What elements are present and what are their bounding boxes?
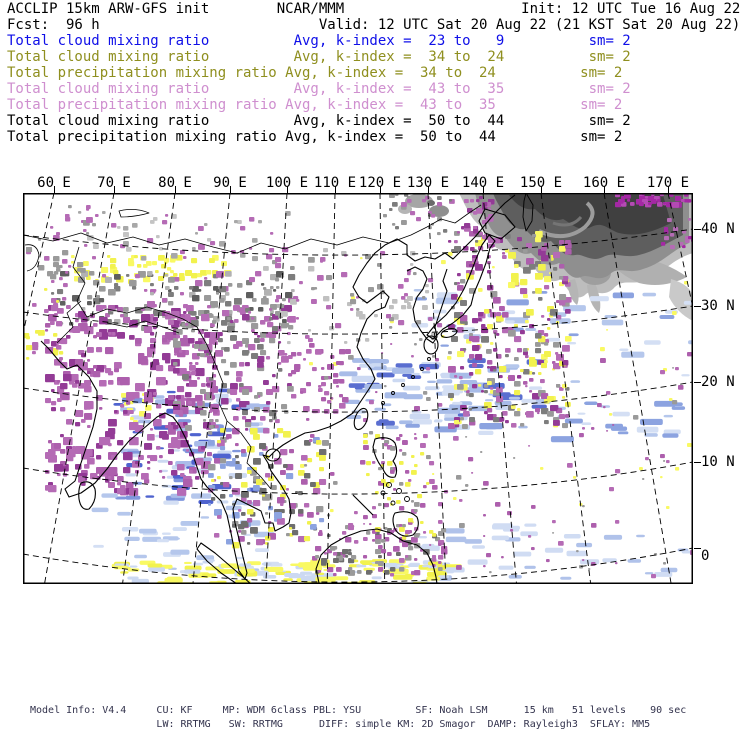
legend-line-black-cloud: Total cloud mixing ratio Avg, k-index = 50 to 44 sm= 2 — [7, 113, 631, 129]
lat-label: 30 N — [701, 298, 735, 314]
lon-label: 140 E — [461, 175, 505, 191]
right-tick — [694, 462, 701, 463]
right-tick — [694, 229, 701, 230]
legend-line-blue-cloud: Total cloud mixing ratio Avg, k-index = 23 to 9 sm= 2 — [7, 33, 631, 49]
legend-line-olive-precip: Total precipitation mixing ratio Avg, k-index = 34 to 24 sm= 2 — [7, 65, 623, 81]
legend-line-olive-cloud: Total cloud mixing ratio Avg, k-index = 34 to 24 sm= 2 — [7, 49, 631, 65]
lon-label: 100 E — [265, 175, 309, 191]
lat-label: 10 N — [701, 454, 735, 470]
lon-label: 60 E — [37, 175, 71, 191]
legend-line-orchid-cloud: Total cloud mixing ratio Avg, k-index = 43 to 35 sm= 2 — [7, 81, 631, 97]
model-info-line-1: Model Info: V4.4 CU: KF MP: WDM 6class PBL: YSU SF: Noah LSM 15 km 51 levels 90 sec — [30, 705, 687, 716]
coastline-sri-lanka — [79, 482, 96, 509]
lon-label: 110 E — [313, 175, 357, 191]
lon-label: 170 E — [646, 175, 690, 191]
right-tick — [694, 548, 701, 549]
lon-label: 70 E — [97, 175, 131, 191]
footer-block — [30, 704, 686, 732]
lon-label: 130 E — [406, 175, 450, 191]
right-tick — [694, 382, 701, 383]
lat-label: 40 N — [701, 221, 735, 237]
right-tick — [694, 306, 701, 307]
lon-label: 80 E — [158, 175, 192, 191]
lon-label: 160 E — [582, 175, 626, 191]
legend-line-orchid-precip: Total precipitation mixing ratio Avg, k-index = 43 to 35 sm= 2 — [7, 97, 623, 113]
legend-line-black-precip: Total precipitation mixing ratio Avg, k-index = 50 to 44 sm= 2 — [7, 129, 623, 145]
lon-label: 120 E — [358, 175, 402, 191]
field-philippines-mix — [363, 431, 438, 549]
field-china-east-purple — [288, 343, 351, 414]
field-india-purple — [45, 305, 220, 496]
cloud-fill-layer — [23, 193, 693, 584]
lon-label: 90 E — [213, 175, 247, 191]
title-line: ACCLIP 15km ARW-GFS init NCAR/MMM Init: 12 UTC Tue 16 Aug 22 — [7, 1, 740, 17]
model-info-line-2: LW: RRTMG SW: RRTMG DIFF: simple KM: 2D Smagor DAMP: Rayleigh3 SFLAY: MM5 — [30, 719, 651, 730]
lat-label: 20 N — [701, 374, 735, 390]
map-canvas — [23, 193, 693, 584]
lake-balkhash — [119, 209, 149, 217]
meridian-line — [327, 193, 335, 584]
lon-label: 150 E — [519, 175, 563, 191]
lat-label: 0 — [701, 548, 710, 564]
forecast-valid-line: Fcst: 96 h Valid: 12 UTC Sat 20 Aug 22 (21 KST Sat 20 Aug 22) — [7, 17, 740, 33]
